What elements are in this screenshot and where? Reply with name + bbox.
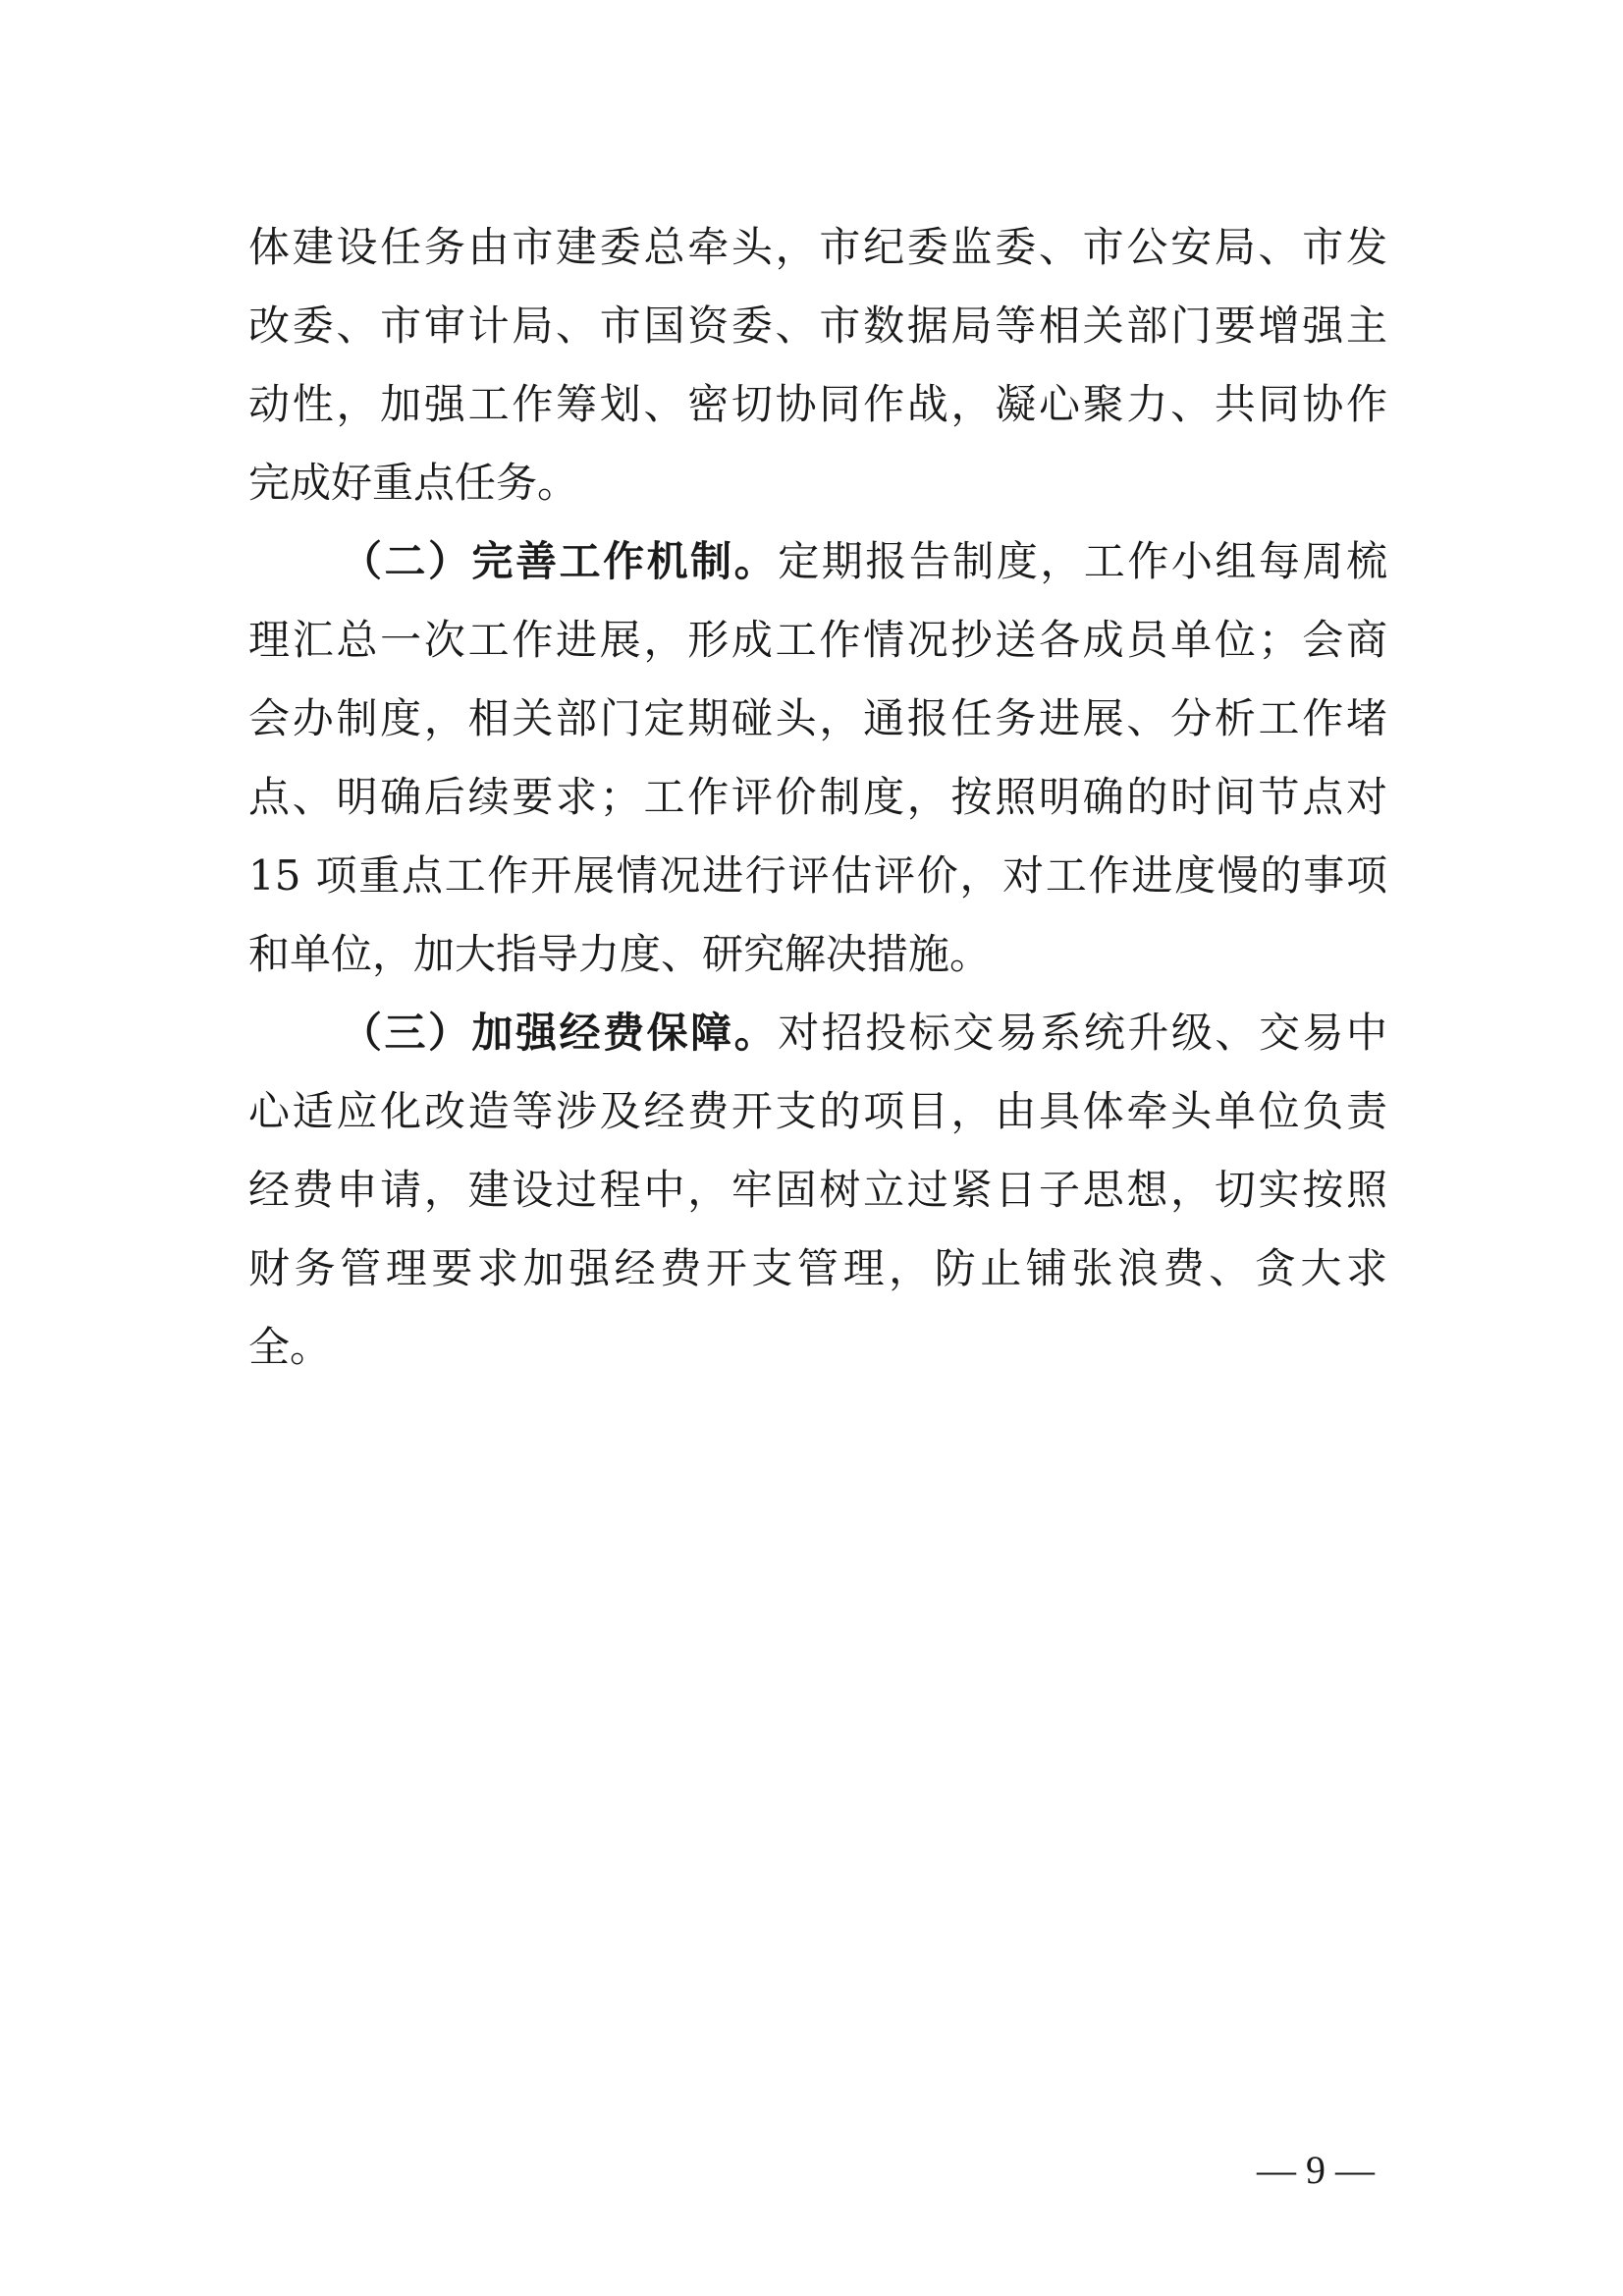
text-line: 理汇总一次工作进展，形成工作情况抄送各成员单位；会商	[248, 616, 1387, 664]
text-line: 点、明确后续要求；工作评价制度，按照明确的时间节点对	[248, 773, 1387, 821]
text-line: 15 项重点工作开展情况进行评估评价，对工作进度慢的事项	[248, 851, 1387, 900]
text-line: 全。	[248, 1323, 332, 1371]
text-line: 财务管理要求加强经费开支管理，防止铺张浪费、贪大求	[248, 1244, 1387, 1292]
text-line: 和单位，加大指导力度、研究解决措施。	[248, 930, 992, 978]
paragraph-continuation	[248, 208, 1387, 522]
text-line	[248, 994, 1387, 1072]
text-line: 会办制度，相关部门定期碰头，通报任务进展、分析工作堵	[248, 694, 1387, 742]
text-line	[248, 522, 1387, 601]
document-body	[248, 208, 1387, 1387]
text-line: 完成好重点任务。	[248, 459, 579, 507]
page-number: — 9 —	[1257, 2148, 1375, 2192]
text-line: 心适应化改造等涉及经费开支的项目，由具体牵头单位负责	[248, 1087, 1387, 1135]
text-line: 动性，加强工作筹划、密切协同作战，凝心聚力、共同协作	[248, 380, 1387, 428]
text-span: 定期报告制度，工作小组每周梳	[778, 537, 1387, 585]
text-line: 改委、市审计局、市国资委、市数据局等相关部门要增强主	[248, 301, 1387, 350]
paragraph-work-mechanism	[248, 522, 1387, 994]
section-heading: （三）加强经费保障。	[341, 1009, 779, 1057]
paragraph-funding	[248, 994, 1387, 1387]
section-heading: （二）完善工作机制。	[341, 537, 779, 585]
text-span: 对招投标交易系统升级、交易中	[778, 1009, 1387, 1057]
text-line: 体建设任务由市建委总牵头，市纪委监委、市公安局、市发	[248, 223, 1387, 271]
text-line: 经费申请，建设过程中，牢固树立过紧日子思想，切实按照	[248, 1166, 1387, 1214]
